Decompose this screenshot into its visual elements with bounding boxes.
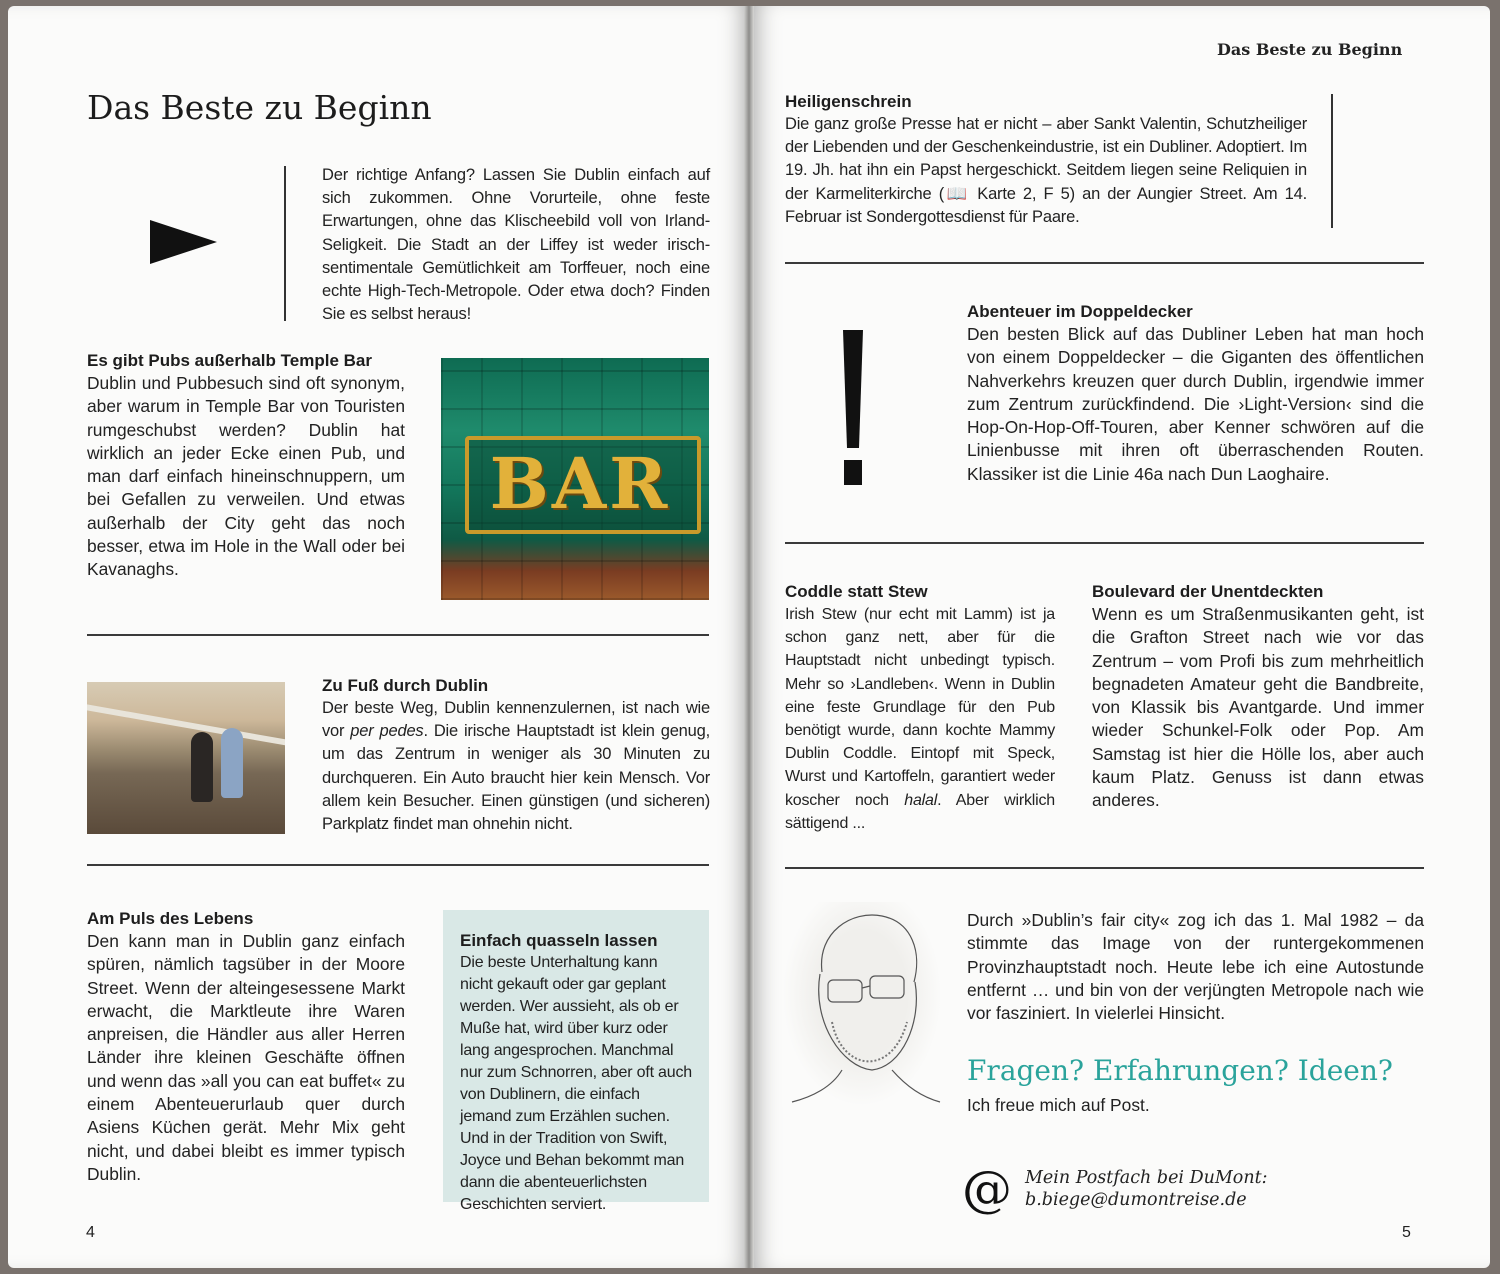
intro-divider — [284, 166, 286, 321]
shrine-heading: Heiligenschrein — [785, 92, 912, 111]
cta-subtext: Ich freue mich auf Post. — [967, 1095, 1150, 1115]
chat-heading: Einfach quasseln lassen — [460, 931, 658, 950]
shrine-section — [785, 92, 1307, 229]
walking-couple-photo — [87, 682, 285, 834]
section-rule — [785, 867, 1424, 869]
coddle-heading: Coddle statt Stew — [785, 582, 928, 601]
bus-section — [967, 302, 1424, 486]
person-figure — [221, 728, 243, 798]
boulevard-heading: Boulevard der Unentdeckten — [1092, 582, 1324, 601]
portrait-glasses-right — [870, 976, 904, 998]
page-title: Das Beste zu Beginn — [87, 88, 432, 127]
shrine-body — [785, 113, 1307, 229]
coddle-body-emphasis: halal — [904, 791, 938, 809]
pubs-heading: Es gibt Pubs außerhalb Temple Bar — [87, 351, 372, 370]
arrow-icon — [150, 220, 217, 264]
map-icon: 📖 — [944, 184, 971, 203]
pubs-body: Dublin und Pubbesuch sind oft synonym, aber warum in Temple Bar von Touristen rumgeschubst werden? Dublin hat wirklich an jeder Ecke einen Pub, und man darf einfach hineinschnuppern, um bei Gefallen zu verweilen. Und etwas außerhalb der City geht das noch besser, etwa im Hole in the Wall oder bei Kavanaghs. — [87, 373, 405, 580]
email-block — [1025, 1167, 1268, 1211]
email-label: Mein Postfach bei DuMont: — [1025, 1168, 1268, 1188]
section-rule — [785, 262, 1424, 264]
shrine-body-part: Die ganz große Presse hat er nicht – aber Sankt Valentin, Schutzheiliger der Liebenden und der Geschenkeindustrie, ist ein Dubliner. Adoptiert. Im 19. Jh. hat ihn ein Papst hergeschickt. Seitdem liegen seine Reliquien in der Karmeliterkirche ( — [785, 115, 1307, 203]
walk-body-part: Der beste Weg, Dublin kennenzulernen, ist nach wie vor — [322, 699, 710, 741]
walk-body-emphasis: per pedes — [350, 722, 424, 741]
portrait-glasses-left — [828, 980, 862, 1002]
shrine-body-part: ) an der Aungier Street. Am 14. Februar ist Sondergottesdienst für Paare. — [785, 184, 1307, 226]
book-gutter — [744, 6, 754, 1268]
running-head: Das Beste zu Beginn — [1217, 40, 1403, 59]
chat-section — [460, 931, 694, 1216]
coddle-body-part: . Aber wirklich sättigend ... — [785, 791, 1055, 832]
intro-text: Der richtige Anfang? Lassen Sie Dublin einfach auf sich zukommen. Ohne Vorurteile, ohne feste Erwartungen, ohne das Klischeebild voll von Irland-Seligkeit. Die Stadt an der Liffey ist weder irisch-sentimentale Gemütlichkeit am Torffeuer, noch eine echte High-Tech-Metropole. Oder etwa doch? Finden Sie es selbst heraus! — [322, 166, 710, 324]
pulse-section — [87, 909, 405, 1186]
cta-heading: Fragen? Erfahrungen? Ideen? — [967, 1054, 1393, 1087]
person-figure — [191, 732, 213, 802]
portrait-shoulders — [792, 1070, 940, 1102]
shrine-divider — [1331, 94, 1333, 228]
bar-photo — [441, 358, 709, 600]
chat-body: Die beste Unterhaltung kann nicht gekauft oder gar geplant werden. Wer aussieht, als ob er Muße hat, wird über kurz oder lang angesprochen. Manchmal nur zum Schnorren, aber oft auch von Dublinern, die einfach jemand zum Erzählen suchen. Und in der Tradition von Swift, Joyce und Behan bekommt man dann die abenteuerlichsten Geschichten serviert. — [460, 954, 692, 1213]
pulse-body: Den kann man in Dublin ganz einfach spüren, nämlich tagsüber in der Moore Street. Wenn der alteingesessene Markt erwacht, die Marktleute ihre Waren anpreisen, die Händler aus aller Herren Länder ihre kleinen Geschäfte öffnen und wenn das »all you can eat buffet« zu einem Abenteuerurlaub quer durch Asiens Küchen gerät. Mehr Mix geht nicht, und dabei bleibt es immer typisch Dublin. — [87, 931, 405, 1184]
bus-heading: Abenteuer im Doppeldecker — [967, 302, 1193, 321]
walk-body — [322, 697, 710, 836]
map-reference: Karte 2, F 5 — [977, 184, 1070, 203]
section-rule — [785, 542, 1424, 544]
pubs-section — [87, 351, 405, 582]
section-rule — [87, 864, 709, 866]
exclamation-dot — [844, 460, 862, 485]
pulse-heading: Am Puls des Lebens — [87, 909, 254, 928]
walk-section — [322, 676, 710, 836]
boulevard-body: Wenn es um Straßenmusikanten geht, ist die Grafton Street nach wie vor das Zentrum – vom Profi bis zum mehrheitlich begnadeten Amateur geht die Bandbreite, von Klassik bis Avantgarde. Und immer wieder Schunkel-Folk oder Pop. Am Samstag ist hier die Hölle los, aber auch kaum Platz. Genuss ist dann etwas anderes. — [1092, 604, 1424, 811]
page-number-left: 4 — [86, 1224, 95, 1241]
portrait-beard — [832, 1022, 907, 1061]
walk-heading: Zu Fuß durch Dublin — [322, 676, 489, 695]
boulevard-section — [1092, 582, 1424, 813]
author-portrait — [782, 902, 942, 1107]
coddle-body — [785, 603, 1055, 835]
coddle-body-part: Irish Stew (nur echt mit Lamm) ist ja schon ganz nett, aber für die Hauptstadt nicht unbedingt typisch. Mehr so ›Landleben‹. Wenn in Dublin eine feste Grundlage für den Pub benötigt wurde, dann kochte Mammy Dublin Coddle. Eintopf mit Speck, Wurst und Kartoffeln, garantiert weder koscher noch — [785, 606, 1055, 809]
bar-sign-text: BAR — [489, 442, 671, 525]
email-address[interactable]: b.biege@dumontreise.de — [1025, 1190, 1247, 1210]
section-rule — [87, 634, 709, 636]
portrait-glasses-bridge — [862, 986, 870, 988]
portrait-face — [819, 974, 917, 1070]
author-bio: Durch »Dublin’s fair city« zog ich das 1. Mal 1982 – da stimmte das Image von der runtergekommenen Provinzhauptstadt noch. Heute lebe ich eine Autostunde entfernt … und bin von der verjüngten Metropole nach wie vor fasziniert. In vielerlei Hinsicht. — [967, 910, 1424, 1024]
bridge-railing — [87, 704, 285, 745]
walk-body-part: . Die irische Hauptstadt ist klein genug, um das Zentrum in weniger als 30 Minuten zu durchqueren. Ein Auto braucht hier kein Mensch. Vor allem kein Besucher. Einen günstigen (und sicheren) Parkplatz findet man ohnehin nicht. — [322, 722, 710, 834]
portrait-hair — [822, 915, 917, 982]
coddle-section — [785, 582, 1055, 835]
page-number-right: 5 — [1402, 1224, 1411, 1241]
bus-body: Den besten Blick auf das Dubliner Leben hat man hoch von einem Doppeldecker – die Giganten des öffentlichen Nahverkehrs kreuzen quer durch Dublin, irgendwie immer zum Zentrum zurückfindend. Die ›Light-Version‹ sind die Hop-On-Hop-Off-Touren, aber Kenner schwören auf die Linienbusse mit ihren oft überraschenden Routen. Klassiker ist die Linie 46a nach Dun Laoghaire. — [967, 324, 1424, 484]
email-at-icon: @ — [962, 1160, 1012, 1218]
